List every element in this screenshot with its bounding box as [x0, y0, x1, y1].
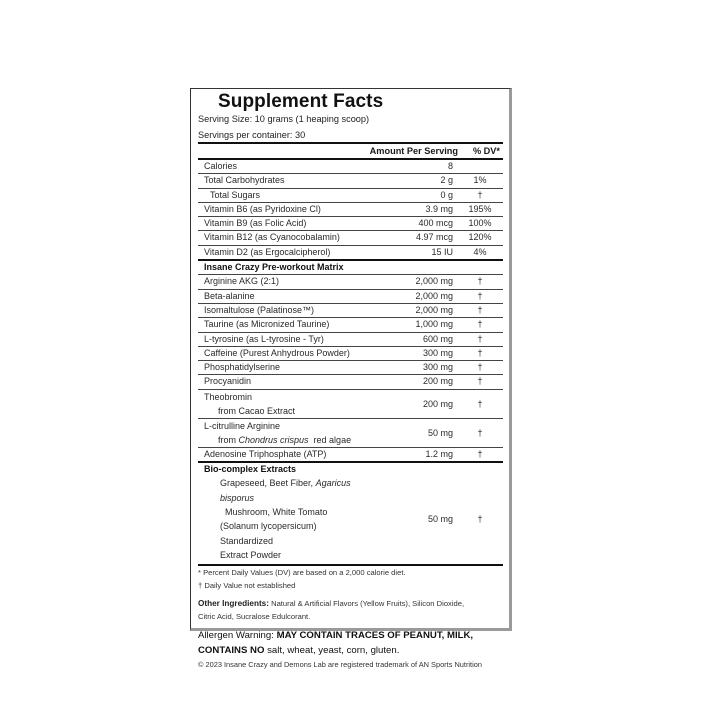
- nutrient-amount: 15 IU: [431, 246, 453, 257]
- header-amount: Amount Per Serving: [369, 146, 458, 156]
- bio-line-1: Grapeseed, Beet Fiber,: [220, 478, 316, 489]
- ingredient-amount: 50 mg: [427, 427, 453, 438]
- ingredient-name: Arginine AKG (2:1): [204, 276, 280, 287]
- ingredient-amount: 300 mg: [422, 362, 453, 373]
- nutrient-row: [198, 173, 503, 187]
- nutrient-amount: 0 g: [440, 189, 453, 200]
- bio-dv: †: [477, 513, 483, 524]
- allergen-label: Allergen Warning:: [198, 630, 274, 642]
- nutrient-amount: 8: [447, 161, 453, 171]
- ingredient-amount: 200 mg: [422, 398, 453, 409]
- ingredient-row: [198, 317, 503, 331]
- nutrient-row: [198, 216, 503, 230]
- nutrient-row: [198, 245, 503, 259]
- ingredient-name: Beta-alanine: [204, 290, 255, 301]
- ingredient-row: [198, 346, 503, 360]
- ingredient-amount: 2,000 mg: [415, 276, 453, 287]
- ingredient-dv: †: [477, 290, 483, 301]
- bio-section-header: [198, 461, 503, 476]
- bio-line-1-italic: Agaricus: [315, 478, 351, 489]
- bio-line-2-italic: bisporus: [220, 492, 255, 503]
- nutrient-dv: 4%: [473, 246, 487, 257]
- source-suffix: red algae: [308, 434, 352, 445]
- supplement-facts-panel: [190, 88, 512, 670]
- nutrient-row-calories: [198, 158, 503, 173]
- bio-ingredient-row: [198, 476, 503, 564]
- ingredient-name: Procyanidin: [204, 376, 252, 387]
- ingredient-amount: 200 mg: [422, 376, 453, 387]
- nutrient-row: [198, 202, 503, 216]
- source-prefix: from: [218, 434, 239, 445]
- nutrient-name: Vitamin B9 (as Folic Acid): [204, 218, 307, 229]
- nutrient-name: Total Sugars: [210, 189, 261, 200]
- ingredient-name: Isomaltulose (Palatinose™): [204, 304, 315, 315]
- allergen-contains-list: salt, wheat, yeast, corn, gluten.: [264, 644, 400, 656]
- other-ingredients-label: Other Ingredients:: [198, 599, 269, 609]
- ingredient-row: [198, 374, 503, 388]
- ingredient-title: L-citrulline Arginine: [204, 420, 281, 431]
- ingredient-dv: †: [477, 276, 483, 287]
- ingredient-row: [198, 289, 503, 303]
- ingredient-row: [198, 303, 503, 317]
- panel-inner: [198, 89, 503, 670]
- nutrient-amount: 4.97 mcg: [415, 232, 453, 243]
- ingredient-row: [198, 332, 503, 346]
- ingredient-name: Phosphatidylserine: [204, 362, 281, 373]
- ingredient-title: Theobromin: [204, 391, 253, 402]
- ingredient-dv: †: [477, 362, 483, 373]
- nutrient-row: [198, 230, 503, 244]
- bio-title: Bio-complex Extracts: [204, 464, 297, 475]
- nutrient-name: Vitamin D2 (as Ergocalcipherol): [204, 246, 331, 257]
- nutrient-name: Vitamin B6 (as Pyridoxine Cl): [204, 203, 321, 214]
- ingredient-name: Adenosine Triphosphate (ATP): [204, 448, 327, 459]
- ingredient-row-atp: [198, 447, 503, 461]
- other-ingredients-line-2: Citric Acid, Sucralose Edulcorant.: [198, 611, 311, 621]
- nutrient-amount: 2 g: [440, 175, 453, 186]
- ingredient-amount: 600 mg: [422, 333, 453, 344]
- ingredient-source: from Cacao Extract: [218, 405, 296, 416]
- nutrient-name: Vitamin B12 (as Cyanocobalamin): [204, 232, 340, 243]
- ingredient-name: [198, 390, 353, 418]
- footnotes: [198, 564, 503, 592]
- header-dv: % DV*: [472, 146, 500, 156]
- dagger-footnote: † Daily Value not established: [198, 580, 296, 590]
- other-ingredients-line-1: Natural & Artificial Flavors (Yellow Fruits), Silicon Dioxide,: [268, 599, 465, 609]
- ingredient-name: Taurine (as Micronized Taurine): [204, 319, 330, 330]
- other-ingredients: [198, 598, 503, 623]
- dv-footnote: * Percent Daily Values (DV) are based on a 2,000 calorie diet.: [198, 568, 406, 578]
- column-header: [198, 142, 503, 158]
- ingredient-name: [198, 419, 353, 447]
- ingredient-amount: 1.2 mg: [425, 448, 453, 459]
- nutrient-dv: 100%: [468, 218, 492, 229]
- nutrient-name: Total Carbohydrates: [204, 175, 285, 186]
- nutrient-dv: †: [477, 189, 483, 200]
- ingredient-dv: †: [477, 319, 483, 330]
- ingredient-amount: 300 mg: [422, 347, 453, 358]
- ingredient-row: [198, 360, 503, 374]
- ingredient-source: [204, 433, 353, 447]
- ingredient-dv: †: [477, 427, 483, 438]
- servings-per-container: Servings per container: 30: [198, 130, 306, 140]
- nutrient-amount: 400 mcg: [418, 218, 453, 229]
- nutrient-row: [198, 188, 503, 202]
- ingredient-row-theobromin: [198, 389, 503, 418]
- bio-line-4: Extract Powder: [220, 549, 282, 560]
- copyright: © 2023 Insane Crazy and Demons Lab are registered trademark of AN Sports Nutrition: [198, 660, 482, 670]
- bio-line-2: Mushroom, White Tomato: [220, 506, 328, 517]
- ingredient-dv: †: [477, 347, 483, 358]
- ingredient-dv: †: [477, 376, 483, 387]
- ingredient-amount: 1,000 mg: [415, 319, 453, 330]
- ingredient-row-citrulline: [198, 418, 503, 447]
- ingredient-amount: 2,000 mg: [415, 290, 453, 301]
- nutrient-amount: 3.9 mg: [425, 203, 453, 214]
- nutrient-dv: 195%: [468, 203, 492, 214]
- ingredient-amount: 2,000 mg: [415, 304, 453, 315]
- ingredient-dv: †: [477, 448, 483, 459]
- ingredient-row: [198, 274, 503, 288]
- bio-ingredient-name: [198, 476, 353, 562]
- nutrient-dv: 1%: [473, 175, 487, 186]
- nutrient-dv: 120%: [468, 232, 492, 243]
- panel-title: Supplement Facts: [218, 91, 384, 112]
- allergen-warning: [198, 629, 503, 658]
- allergen-traces: MAY CONTAIN TRACES OF PEANUT, MILK,: [273, 630, 474, 642]
- ingredient-dv: †: [477, 398, 483, 409]
- ingredient-name: Caffeine (Purest Anhydrous Powder): [204, 347, 350, 358]
- serving-size: Serving Size: 10 grams (1 heaping scoop): [198, 114, 370, 124]
- ingredient-dv: †: [477, 333, 483, 344]
- source-species: Chondrus crispus: [238, 434, 309, 445]
- nutrient-name: Calories: [204, 161, 238, 171]
- matrix-section-header: [198, 259, 503, 274]
- ingredient-dv: †: [477, 304, 483, 315]
- matrix-title: Insane Crazy Pre-workout Matrix: [204, 262, 344, 273]
- allergen-contains-no: CONTAINS NO: [198, 644, 265, 656]
- bio-amount: 50 mg: [427, 513, 453, 524]
- ingredient-name: L-tyrosine (as L-tyrosine - Tyr): [204, 333, 324, 344]
- bio-line-3: (Solanum lycopersicum) Standardized: [220, 521, 317, 546]
